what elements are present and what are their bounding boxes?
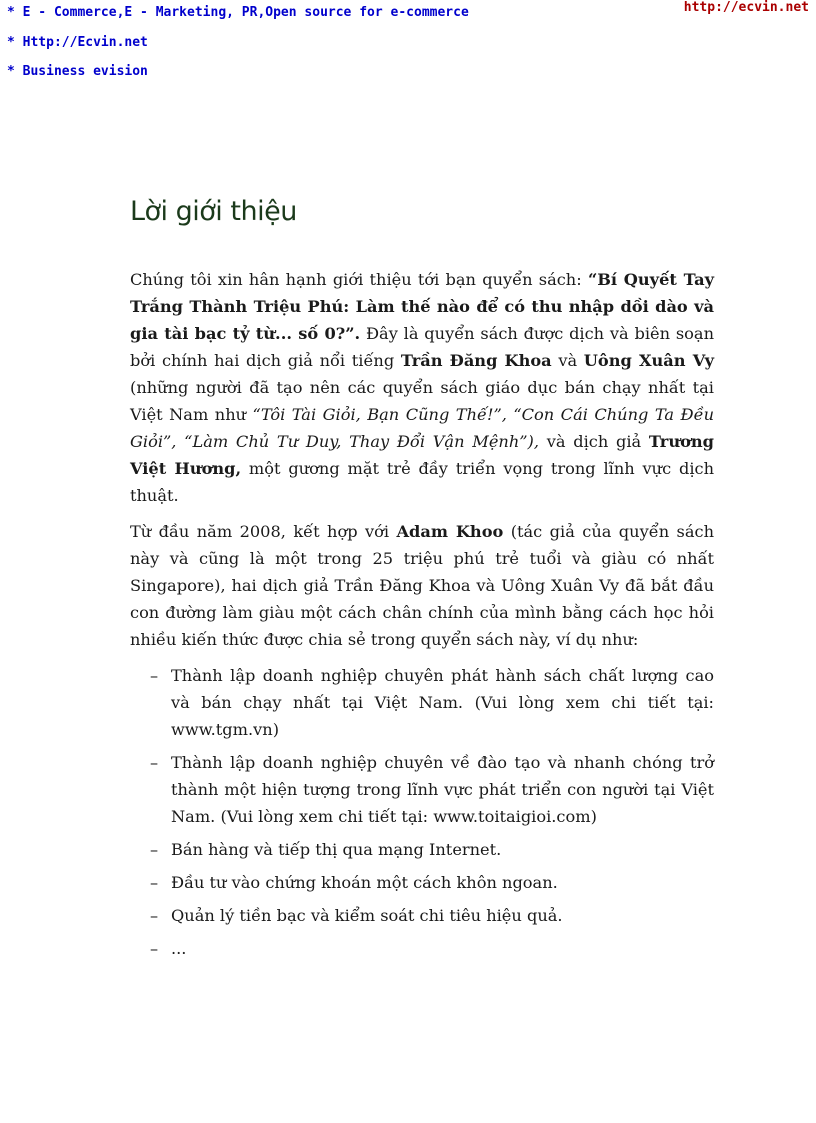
list-item-text: ... — [171, 939, 187, 958]
achievement-list — [130, 662, 714, 962]
dash-marker: – — [150, 873, 159, 892]
document-body — [130, 266, 714, 968]
para1-text-3: và — [551, 351, 584, 370]
author-adam-khoo: Adam Khoo — [396, 522, 504, 541]
author-tran-dang-khoa: Trần Đăng Khoa — [400, 351, 552, 370]
header-link-business[interactable]: * Business evision — [7, 64, 148, 79]
author-uong-xuan-vy: Uông Xuân Vy — [583, 351, 714, 370]
list-item — [150, 935, 714, 962]
para1-text-6: một gương mặt trẻ đầy triển vọng trong lĩnh vực dịch thuật. — [130, 459, 714, 505]
list-item-text: Đầu tư vào chứng khoán một cách khôn ngoan. — [171, 873, 558, 892]
para1-text-1: Chúng tôi xin hân hạnh giới thiệu tới bạn quyển sách: — [130, 270, 588, 289]
para2-text-1: Từ đầu năm 2008, kết hợp với — [130, 522, 397, 541]
dash-marker: – — [150, 939, 159, 958]
list-item-text: Bán hàng và tiếp thị qua mạng Internet. — [171, 840, 502, 859]
dash-marker: – — [150, 906, 159, 925]
list-item-text: Thành lập doanh nghiệp chuyên về đào tạo và nhanh chóng trở thành một hiện tượng trong lĩnh vực phát triển con người tại Việt Nam. (Vui lòng xem chi tiết tại: www.toitaigioi.com) — [171, 753, 714, 826]
intro-paragraph — [130, 266, 714, 509]
header-link-ecommerce[interactable]: * E - Commerce,E - Marketing, PR,Open source for e-commerce — [7, 5, 469, 20]
page-title: Lời giới thiệu — [130, 196, 297, 227]
dash-marker: – — [150, 840, 159, 859]
list-item — [150, 749, 714, 830]
para1-text-5: và dịch giả — [538, 432, 649, 451]
bestseller-titles: “Tôi Tài Giỏi, Bạn Cũng Thế!”, “Con Cái Chúng Ta Đều Giỏi”, “Làm Chủ Tư Duy, Thay Đổi Vận Mệnh”), — [130, 405, 714, 451]
dash-marker: – — [150, 666, 159, 685]
para1-text-2: Đây là quyển sách được dịch và biên soạn bởi chính hai dịch giả nổi tiếng — [130, 324, 714, 370]
list-item — [150, 662, 714, 743]
book-title: “Bí Quyết Tay Trắng Thành Triệu Phú: Làm thế nào để có thu nhập dồi dào và gia tài bạc tỷ từ... số 0?”. — [130, 270, 714, 343]
para2-text-2: (tác giả của quyển sách này và cũng là một trong 25 triệu phú trẻ tuổi và giàu có nhất Singapore), hai dịch giả Trần Đăng Khoa và Uông Xuân Vy đã bắt đầu con đường làm giàu một cách chân chính của mình bằng cách học hỏi nhiều kiến thức được chia sẻ trong quyển sách này, ví dụ như: — [130, 522, 714, 649]
site-url-link[interactable]: http://ecvin.net — [683, 0, 809, 15]
dash-marker: – — [150, 753, 159, 772]
author-truong-viet-huong: Trương Việt Hương, — [130, 432, 714, 478]
list-item — [150, 869, 714, 896]
story-paragraph — [130, 518, 714, 653]
list-item — [150, 902, 714, 929]
list-item — [150, 836, 714, 863]
header-links — [7, 4, 469, 93]
header-link-ecvin[interactable]: * Http://Ecvin.net — [7, 34, 148, 50]
list-item-text: Thành lập doanh nghiệp chuyên phát hành sách chất lượng cao và bán chạy nhất tại Việt Nam. (Vui lòng xem chi tiết tại: www.tgm.vn) — [171, 666, 714, 739]
para1-text-4: (những người đã tạo nên các quyển sách giáo dục bán chạy nhất tại Việt Nam như — [130, 378, 714, 424]
list-item-text: Quản lý tiền bạc và kiểm soát chi tiêu hiệu quả. — [171, 906, 563, 925]
